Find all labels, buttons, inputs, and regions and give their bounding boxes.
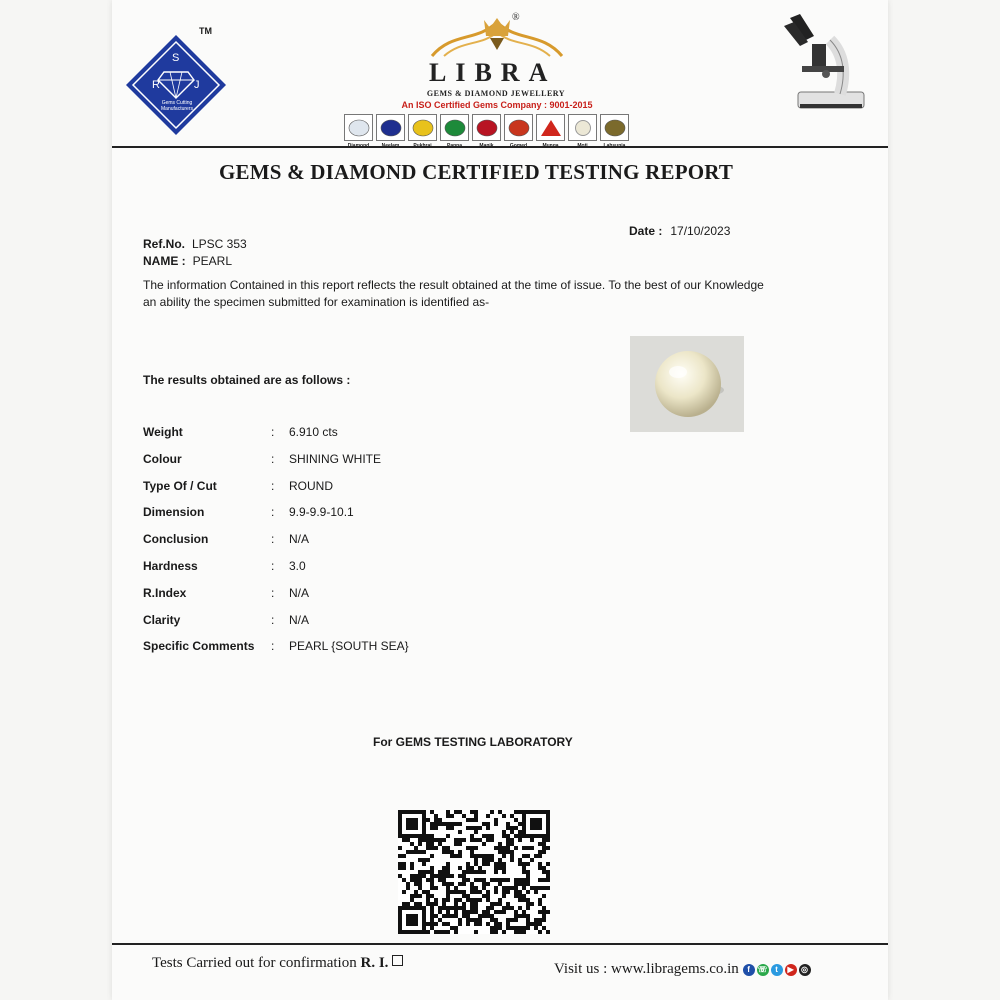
gem-lahsunia (600, 114, 629, 149)
gem-pukhraj-icon (408, 114, 437, 141)
website-note (554, 961, 811, 978)
gem-gomed (504, 114, 533, 149)
gem-manik-icon (472, 114, 501, 141)
gem-gomed-icon (504, 114, 533, 141)
header-divider (112, 146, 888, 148)
logo-letter-s: S (172, 52, 180, 64)
result-colon: : (271, 612, 275, 627)
result-value: N/A (289, 585, 310, 600)
name-label: NAME : (143, 254, 186, 268)
date-value: 17/10/2023 (670, 224, 731, 238)
registered-mark: ® (512, 12, 520, 23)
facebook-icon[interactable]: f (743, 964, 755, 976)
result-row (143, 476, 333, 496)
result-value: PEARL {SOUTH SEA} (289, 639, 409, 654)
whatsapp-icon[interactable]: ☏ (757, 965, 768, 975)
name-value: PEARL (192, 254, 233, 268)
youtube-icon[interactable]: ▶ (785, 964, 797, 976)
result-row (143, 449, 381, 469)
crown-emblem-icon (422, 12, 572, 60)
result-colon: : (271, 585, 275, 600)
result-colon: : (271, 639, 275, 654)
gem-moti (568, 114, 597, 149)
result-row (143, 502, 354, 522)
lab-signature-label: For GEMS TESTING LABORATORY (373, 735, 573, 749)
result-colon: : (271, 559, 275, 573)
website-link[interactable]: Visit us : www.libragems.co.in (554, 961, 739, 977)
pearl-image-icon (630, 336, 744, 432)
gem-manik (472, 114, 501, 149)
result-label: Dimension (143, 505, 205, 520)
qr-code (398, 810, 550, 934)
result-value: N/A (289, 612, 310, 627)
result-label: Clarity (143, 612, 181, 627)
result-label: Specific Comments (143, 639, 255, 654)
result-value: 9.9-9.9-10.1 (289, 505, 354, 520)
gem-munga (536, 114, 565, 149)
result-colon: : (271, 505, 275, 520)
result-value: SHINING WHITE (289, 451, 381, 466)
tests-note-text: Tests Carried out for confirmation (152, 955, 357, 971)
result-label: Colour (143, 451, 182, 466)
srj-logo (126, 26, 236, 140)
gem-icons-row (344, 114, 629, 149)
result-label: Weight (143, 425, 183, 439)
footer-divider (112, 943, 888, 945)
result-label: R.Index (143, 585, 187, 600)
result-value: 3.0 (289, 559, 306, 573)
gem-panna-icon (440, 114, 469, 141)
tests-note-ri: R. I. (360, 955, 389, 971)
logo-letter-r: R (152, 79, 160, 91)
ref-label: Ref.No. (143, 237, 185, 251)
report-title: GEMS & DIAMOND CERTIFIED TESTING REPORT (219, 160, 734, 184)
intro-paragraph: The information Contained in this report reflects the result obtained at the time of issue. To the best of our Knowledge an ability the specimen submitted for examination is identified as- (143, 278, 764, 309)
gem-pukhraj (408, 114, 437, 149)
result-label: Hardness (143, 559, 198, 573)
diamond-logo-icon (126, 30, 236, 140)
result-row (143, 529, 309, 549)
result-colon: : (271, 451, 275, 466)
ref-field (143, 235, 247, 253)
date-label: Date : (629, 224, 663, 238)
result-value: N/A (289, 532, 310, 547)
checkbox-icon (392, 955, 403, 966)
gem-moti-icon (568, 114, 597, 141)
pearl-photo (630, 336, 744, 432)
microscope-image (784, 14, 868, 114)
social-icons (743, 964, 811, 976)
result-colon: : (271, 532, 275, 547)
name-field (143, 252, 232, 270)
result-row (143, 556, 306, 576)
libra-wordmark: LIBRA (429, 58, 557, 87)
iso-certification: An ISO Certified Gems Company : 9001-2015 (401, 100, 593, 110)
result-colon: : (271, 478, 275, 493)
result-value: 6.910 cts (289, 425, 338, 439)
certificate-sheet (112, 0, 888, 1000)
result-label: Conclusion (143, 532, 209, 547)
result-row (143, 636, 409, 656)
result-row (143, 583, 309, 603)
microscope-icon (784, 14, 868, 114)
gem-munga-icon (536, 114, 565, 141)
libra-subtitle: GEMS & DIAMOND JEWELLERY (426, 89, 566, 98)
result-colon: : (271, 425, 275, 439)
qr-code-icon (398, 810, 550, 934)
libra-logo (402, 12, 592, 112)
trademark-mark: TM (199, 26, 212, 36)
gem-panna (440, 114, 469, 149)
results-heading: The results obtained are as follows : (143, 373, 351, 387)
logo-caption: Gems Cutting Manufacturers (161, 100, 193, 112)
twitter-icon[interactable]: t (771, 964, 783, 976)
ref-value: LPSC 353 (192, 237, 247, 251)
result-value: ROUND (289, 478, 333, 493)
result-row (143, 610, 309, 630)
gem-lahsunia-icon (600, 114, 629, 141)
gem-neelam (376, 114, 405, 149)
result-label: Type Of / Cut (143, 478, 217, 493)
tests-note (152, 955, 403, 972)
gem-neelam-icon (376, 114, 405, 141)
result-row (143, 422, 338, 442)
date-field (629, 222, 730, 240)
logo-letter-j: J (194, 79, 200, 91)
instagram-icon[interactable]: ◎ (799, 964, 811, 976)
gem-diamond (344, 114, 373, 149)
gem-diamond-icon (344, 114, 373, 141)
